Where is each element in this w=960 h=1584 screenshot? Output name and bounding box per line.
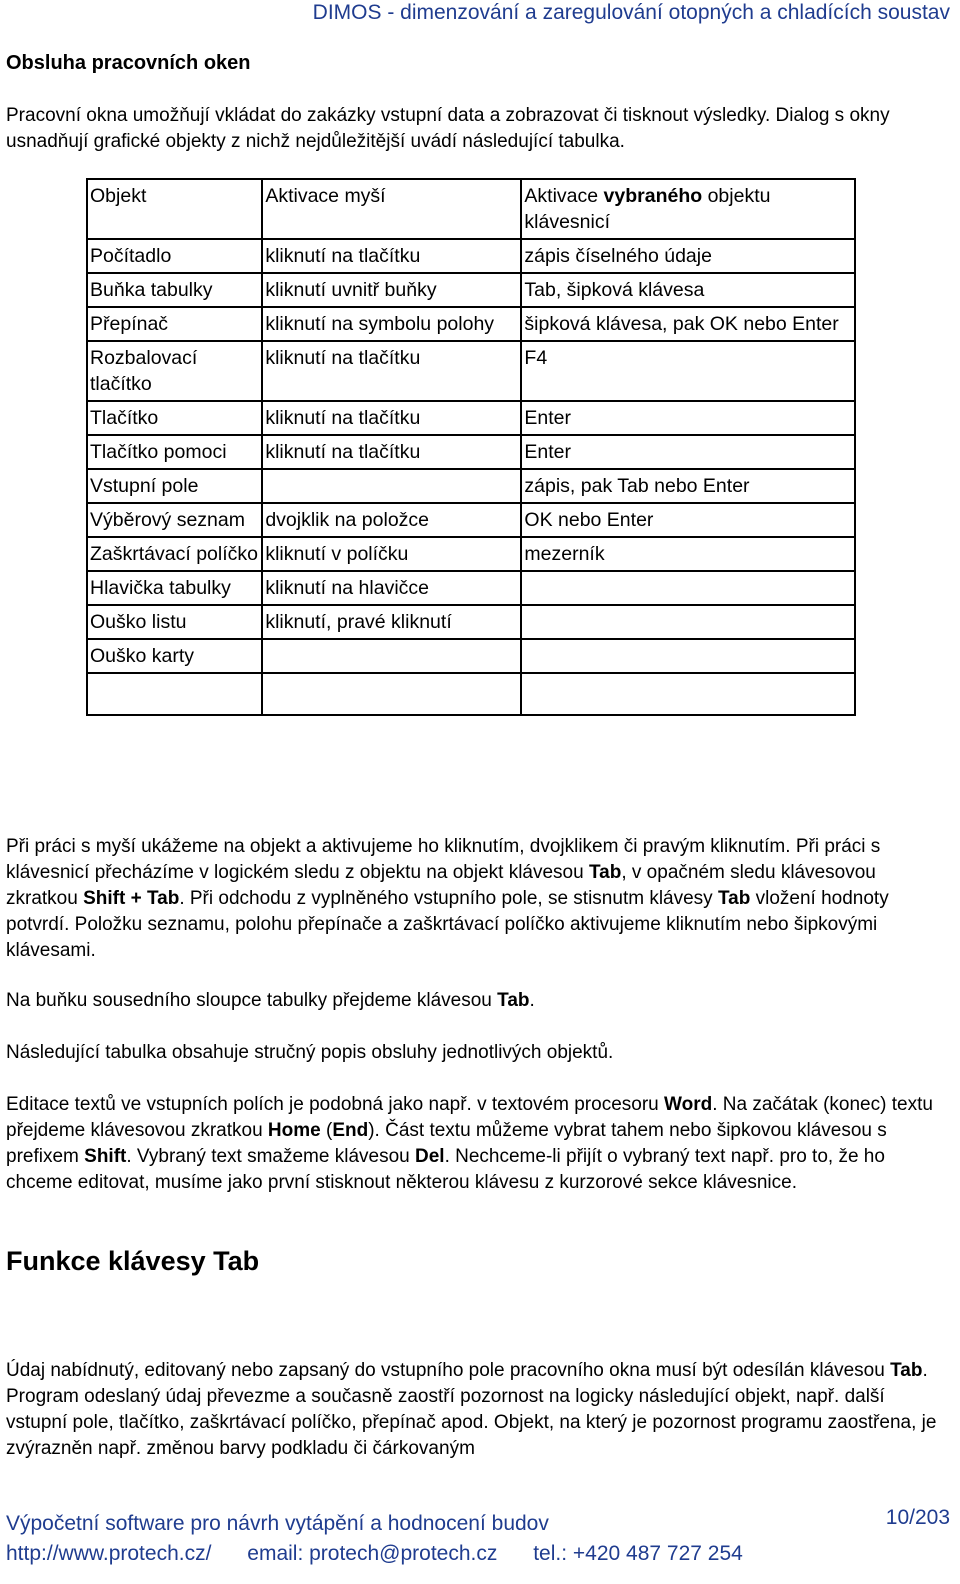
table-cell: Ouško listu — [87, 605, 262, 639]
table-header-cell: Aktivace vybraného objektu klávesnicí — [521, 179, 855, 239]
table-cell: Vstupní pole — [87, 469, 262, 503]
objects-table — [86, 178, 856, 716]
paragraph-tab-function: Údaj nabídnutý, editovaný nebo zapsaný do vstupního pole pracovního okna musí být odesílán klávesou Tab. Program odeslaný údaj převezme a současně zaostří pozornost na logicky následující objekt, např. další vstupní pole, tlačítko, zaškrtávací políčko, přepínač apod. Objekt, na který je pozornost programu zaostřena, je zvýrazněn např. změnou barvy podkladu či čárkovaným — [6, 1360, 937, 1459]
table-cell — [521, 639, 855, 673]
table-header-cell: Objekt — [87, 179, 262, 239]
table-row — [87, 401, 855, 435]
table-cell — [521, 571, 855, 605]
footer-page-number: 10/203 — [885, 1506, 950, 1529]
table-row — [87, 503, 855, 537]
table-cell — [521, 605, 855, 639]
table-row — [87, 605, 855, 639]
table-cell: Tlačítko — [87, 401, 262, 435]
paragraph-text-editing: Editace textů ve vstupních polích je podobná jako např. v textovém procesoru Word. Na začátak (konec) textu přejdeme klávesovou zkratkou Home (End). Část textu můžeme vybrat tahem nebo šipkovou klávesou s prefixem Shift. Vybraný text smažeme klávesou Del. Nechceme-li přijít o vybraný text např. pro to, že ho chceme editovat, musíme jako první stisknout některou klávesu z kurzorové sekce klávesnice. — [6, 1094, 933, 1193]
table-cell: F4 — [521, 341, 855, 401]
document-header-title: DIMOS - dimenzování a zaregulování otopných a chladících soustav — [312, 1, 950, 24]
section-title: Obsluha pracovních oken — [6, 52, 251, 74]
footer-contacts — [6, 1540, 773, 1568]
table-cell: Enter — [521, 401, 855, 435]
table-cell — [262, 469, 521, 503]
footer-phone: tel.: +420 487 727 254 — [533, 1542, 743, 1565]
intro-paragraph: Pracovní okna umožňují vkládat do zakázky vstupní data a zobrazovat či tisknout výsledky. Dialog s okny usnadňují grafické objekty z nichž nejdůležitější uvádí následující tabulka. — [6, 105, 890, 152]
table-row — [87, 341, 855, 401]
table-cell — [521, 673, 855, 715]
table-cell: Počítadlo — [87, 239, 262, 273]
table-row — [87, 273, 855, 307]
table-cell: Rozbalovací tlačítko — [87, 341, 262, 401]
table-cell: dvojklik na položce — [262, 503, 521, 537]
table-cell: kliknutí na symbolu polohy — [262, 307, 521, 341]
table-cell: kliknutí na tlačítku — [262, 239, 521, 273]
table-cell: kliknutí uvnitř buňky — [262, 273, 521, 307]
footer-url-link[interactable]: http://www.protech.cz/ — [6, 1542, 212, 1565]
table-cell: kliknutí na tlačítku — [262, 401, 521, 435]
table-row — [87, 537, 855, 571]
table-header-cell: Aktivace myší — [262, 179, 521, 239]
table-cell: kliknutí v políčku — [262, 537, 521, 571]
paragraph-mouse-keyboard: Při práci s myší ukážeme na objekt a aktivujeme ho kliknutím, dvojklikem či pravým kliknutím. Při práci s klávesnicí přecházíme v logickém sledu z objektu na objekt klávesou Tab, v opačném sledu klávesovou zkratkou Shift + Tab. Při odchodu z vyplněného vstupního pole, se stisnutm klávesy Tab vložení hodnoty potvrdí. Položku seznamu, polohu přepínače a zaškrtávací políčko aktivujeme kliknutím nebo šipkovými klávesami. — [6, 836, 889, 961]
table-row — [87, 435, 855, 469]
table-cell: OK nebo Enter — [521, 503, 855, 537]
footer-tagline: Výpočetní software pro návrh vytápění a hodnocení budov — [6, 1512, 549, 1535]
paragraph-table-description: Následující tabulka obsahuje stručný popis obsluhy jednotlivých objektů. — [6, 1042, 614, 1063]
table-cell: šipková klávesa, pak OK nebo Enter — [521, 307, 855, 341]
table-cell: kliknutí na hlavičce — [262, 571, 521, 605]
table-cell: Enter — [521, 435, 855, 469]
table-header-row — [87, 179, 855, 239]
table-cell: Hlavička tabulky — [87, 571, 262, 605]
table-cell: Buňka tabulky — [87, 273, 262, 307]
paragraph-table-navigation: Na buňku sousedního sloupce tabulky přejdeme klávesou Tab. — [6, 990, 535, 1011]
table-cell: Tab, šipková klávesa — [521, 273, 855, 307]
table-cell: kliknutí na tlačítku — [262, 435, 521, 469]
table-cell: zápis číselného údaje — [521, 239, 855, 273]
footer-email: email: protech@protech.cz — [247, 1542, 498, 1565]
table-row — [87, 239, 855, 273]
table-empty-row — [87, 673, 855, 715]
table-cell: mezerník — [521, 537, 855, 571]
table-cell: Tlačítko pomoci — [87, 435, 262, 469]
table-cell — [262, 639, 521, 673]
table-cell: Zaškrtávací políčko — [87, 537, 262, 571]
table-cell: zápis, pak Tab nebo Enter — [521, 469, 855, 503]
table-cell: Přepínač — [87, 307, 262, 341]
table-row — [87, 307, 855, 341]
table-cell — [262, 673, 521, 715]
table-row — [87, 469, 855, 503]
table-row — [87, 571, 855, 605]
table-cell: kliknutí, pravé kliknutí — [262, 605, 521, 639]
table-cell: kliknutí na tlačítku — [262, 341, 521, 401]
tab-function-heading: Funkce klávesy Tab — [6, 1246, 260, 1276]
table-cell: Ouško karty — [87, 639, 262, 673]
table-row — [87, 639, 855, 673]
table-cell: Výběrový seznam — [87, 503, 262, 537]
table-cell — [87, 673, 262, 715]
